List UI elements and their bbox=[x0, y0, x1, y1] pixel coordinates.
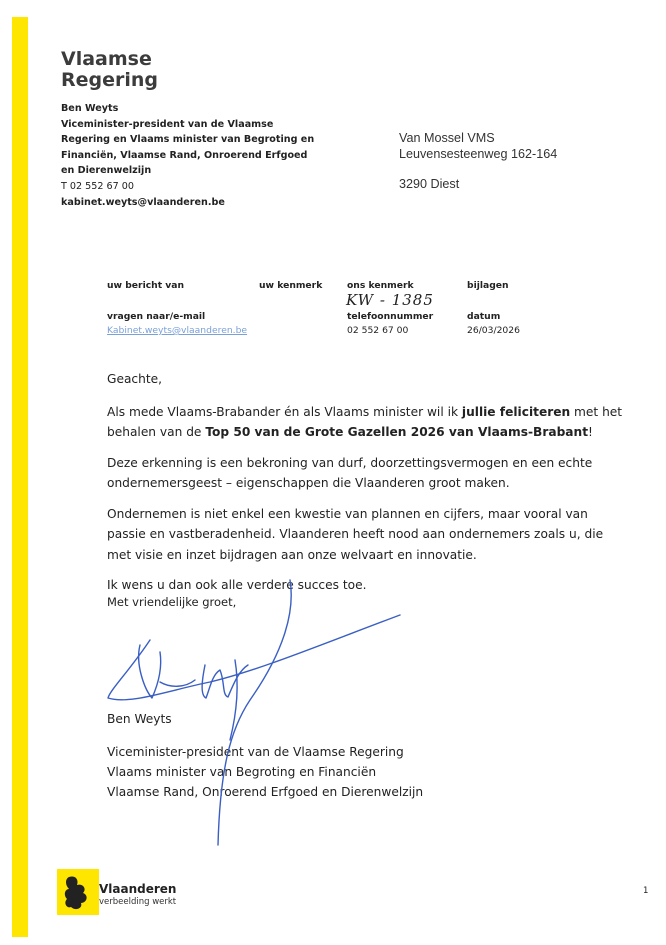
paragraph-1 bbox=[107, 402, 627, 443]
sender-title-line2: Regering en Vlaams minister van Begroting en bbox=[61, 134, 315, 146]
sender-phone: T 02 552 67 00 bbox=[61, 180, 134, 192]
recipient-line2: Leuvensesteenweg 162-164 bbox=[399, 147, 558, 161]
p1-text-a: Als mede Vlaams-Brabander én als Vlaams minister wil ik bbox=[107, 404, 462, 419]
signer-titles bbox=[107, 742, 423, 802]
salutation: Geachte, bbox=[107, 372, 162, 386]
recipient-address bbox=[399, 130, 557, 192]
sender-title-line3: Financiën, Vlaamse Rand, Onroerend Erfgoed bbox=[61, 149, 308, 161]
closing: Met vriendelijke groet, bbox=[107, 595, 237, 609]
sender-block bbox=[61, 101, 314, 210]
yellow-stripe bbox=[12, 17, 28, 937]
page-number: 1 bbox=[643, 886, 649, 896]
telefoon-value: 02 552 67 00 bbox=[347, 325, 409, 336]
p1-text-b: met het behalen van de bbox=[107, 404, 623, 439]
paragraph-4: Ik wens u dan ook alle verdere succes toe. bbox=[107, 578, 367, 592]
signer-title-3: Vlaamse Rand, Onroerend Erfgoed en Dierenwelzijn bbox=[107, 785, 424, 799]
telefoon-label: telefoonnummer bbox=[347, 311, 434, 322]
org-line2: Regering bbox=[61, 69, 159, 91]
vlaanderen-lion-logo bbox=[57, 869, 99, 915]
letter-body bbox=[107, 369, 627, 606]
bijlagen-label: bijlagen bbox=[467, 280, 509, 291]
sender-email: kabinet.weyts@vlaanderen.be bbox=[61, 196, 225, 208]
p1-text-c: ! bbox=[588, 425, 593, 439]
signer-title-2: Vlaams minister van Begroting en Financiën bbox=[107, 765, 377, 779]
datum-value: 26/03/2026 bbox=[467, 325, 520, 336]
uw-kenmerk-label: uw kenmerk bbox=[259, 280, 323, 291]
signer-name: Ben Weyts bbox=[107, 712, 172, 726]
signer-title-1: Viceminister-president van de Vlaamse Regering bbox=[107, 745, 404, 759]
p1-bold-b: Top 50 van de Grote Gazellen 2026 van Vlaams-Brabant bbox=[205, 425, 589, 439]
recipient-line1: Van Mossel VMS bbox=[399, 131, 495, 145]
contact-email-link[interactable]: Kabinet.weyts@vlaanderen.be bbox=[107, 325, 248, 336]
org-line1: Vlaamse bbox=[61, 48, 152, 70]
ons-kenmerk-label: ons kenmerk bbox=[347, 280, 414, 291]
sender-name: Ben Weyts bbox=[61, 103, 119, 114]
org-logo-text bbox=[61, 49, 158, 91]
sender-title-line4: en Dierenwelzijn bbox=[61, 165, 152, 177]
sender-title-line1: Viceminister-president van de Vlaamse bbox=[61, 118, 274, 130]
paragraph-3: Ondernemen is niet enkel een kwestie van plannen en cijfers, maar vooral van passie en vastberadenheid. Vlaanderen heeft nood aan ondernemers zoals u, die met visie en inzet bijdragen aan onze welvaart en innovatie. bbox=[107, 506, 604, 562]
paragraph-2: Deze erkenning is een bekroning van durf, doorzettingsvermogen en een echte ondernemersgeest – eigenschappen die Vlaanderen groot maken. bbox=[107, 455, 593, 490]
footer-brand: Vlaanderen bbox=[99, 882, 177, 896]
p1-bold-a: jullie feliciteren bbox=[461, 404, 571, 419]
ons-kenmerk-value: KW - 1385 bbox=[346, 291, 434, 309]
recipient-line3: 3290 Diest bbox=[399, 177, 460, 191]
vragen-label: vragen naar/e-mail bbox=[107, 311, 206, 322]
uw-bericht-label: uw bericht van bbox=[107, 280, 185, 291]
footer-tagline: verbeelding werkt bbox=[99, 897, 177, 907]
datum-label: datum bbox=[467, 311, 501, 322]
